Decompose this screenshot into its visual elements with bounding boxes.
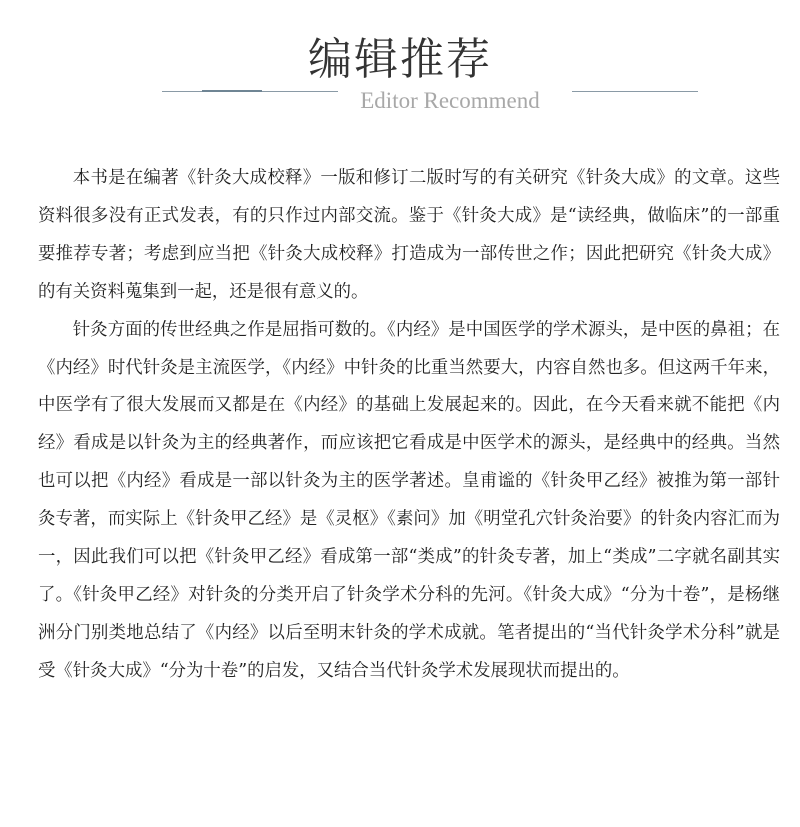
header-divider-right [572,91,698,92]
section-header [0,0,800,125]
section-title: 编辑推荐 [308,34,492,85]
paragraph-1: 本书是在编著《针灸大成校释》一版和修订二版时写的有关研究《针灸大成》的文章。这些资料很多没有正式发表，有的只作过内部交流。鉴于《针灸大成》是“读经典，做临床”的一部重要推荐专著；考虑到应当把《针灸大成校释》打造成为一部传世之作；因此把研究《针灸大成》的有关资料蒐集到一起，还是很有意义的。 [38,168,780,302]
header-divider-accent [202,90,262,92]
article-body [38,160,780,691]
paragraph-2: 针灸方面的传世经典之作是屈指可数的。《内经》是中国医学的学术源头，是中医的鼻祖；在《内经》时代针灸是主流医学，《内经》中针灸的比重当然要大，内容自然也多。但这两千年来，中医学有了很大发展而又都是在《内经》的基础上发展起来的。因此，在今天看来就不能把《内经》看成是以针灸为主的经典著作，而应该把它看成是中医学术的源头，是经典中的经典。当然也可以把《内经》看成是一部以针灸为主的医学著述。皇甫谧的《针灸甲乙经》被推为第一部针灸专著，而实际上《针灸甲乙经》是《灵枢》《素问》加《明堂孔穴针灸治要》的针灸内容汇而为一，因此我们可以把《针灸甲乙经》看成第一部“类成”的针灸专著，加上“类成”二字就名副其实了。《针灸甲乙经》对针灸的分类开启了针灸学术分科的先河。《针灸大成》“分为十卷”，是杨继洲分门别类地总结了《内经》以后至明末针灸的学术成就。笔者提出的“当代针灸学术分科”就是受《针灸大成》“分为十卷”的启发，又结合当代针灸学术发展现状而提出的。 [38,319,780,681]
section-subtitle: Editor Recommend [360,88,540,113]
